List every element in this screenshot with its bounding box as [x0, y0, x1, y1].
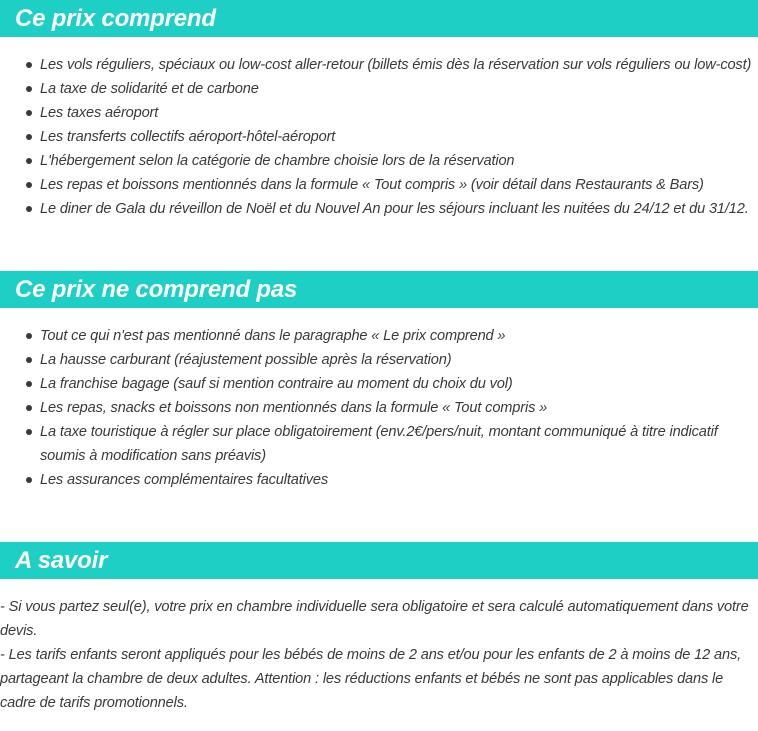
- list-item: [0, 173, 758, 197]
- bullet-icon: [26, 405, 32, 411]
- list-item: [0, 396, 740, 420]
- section-header-not-included: [0, 271, 758, 308]
- list-item: [0, 149, 758, 173]
- bullet-icon: [26, 357, 32, 363]
- list-item-text: La hausse carburant (réajustement possible après la réservation): [40, 352, 452, 368]
- section-title: A savoir: [15, 546, 108, 574]
- bullet-icon: [26, 62, 32, 68]
- list-item: [0, 197, 758, 221]
- bullet-icon: [26, 381, 32, 387]
- section-title: Ce prix comprend: [15, 4, 216, 32]
- list-item-text: L'hébergement selon la catégorie de chambre choisie lors de la réservation: [40, 153, 515, 169]
- list-item: [0, 372, 740, 396]
- bullet-icon: [26, 182, 32, 188]
- bullet-icon: [26, 333, 32, 339]
- list-item-text: La franchise bagage (sauf si mention contraire au moment du choix du vol): [40, 376, 513, 392]
- list-item: [0, 348, 740, 372]
- bullet-icon: [26, 206, 32, 212]
- section-header-a-savoir: [0, 542, 758, 579]
- info-paragraph: - Les tarifs enfants seront appliqués pour les bébés de moins de 2 ans et/ou pour les enfants de 2 à moins de 12 ans, partageant la chambre de deux adultes. Attention : les réductions enfants et bébés ne sont pas applicables dans le cadre de tarifs promotionnels.: [0, 647, 741, 711]
- list-item-text: Le diner de Gala du réveillon de Noël et du Nouvel An pour les séjours incluant les nuitées du 24/12 et du 31/12.: [40, 201, 749, 217]
- list-item: [0, 420, 740, 468]
- included-list: [0, 53, 758, 221]
- section-title: Ce prix ne comprend pas: [15, 275, 298, 303]
- bullet-icon: [26, 429, 32, 435]
- list-item-text: La taxe de solidarité et de carbone: [40, 81, 259, 97]
- list-item-text: Les repas et boissons mentionnés dans la formule « Tout compris » (voir détail dans Restaurants & Bars): [40, 177, 704, 193]
- list-item: [0, 101, 758, 125]
- a-savoir-text: [0, 595, 758, 715]
- list-item-text: Les transferts collectifs aéroport-hôtel-aéroport: [40, 129, 336, 145]
- list-item: [0, 125, 758, 149]
- bullet-icon: [26, 134, 32, 140]
- bullet-icon: [26, 86, 32, 92]
- list-item: [0, 77, 758, 101]
- not-included-list: [0, 324, 740, 492]
- list-item-text: Les repas, snacks et boissons non mentionnés dans la formule « Tout compris »: [40, 400, 548, 416]
- list-item-text: Les vols réguliers, spéciaux ou low-cost aller-retour (billets émis dès la réservation sur vols réguliers ou low-cost): [40, 57, 752, 73]
- bullet-icon: [26, 477, 32, 483]
- list-item-text: Tout ce qui n'est pas mentionné dans le paragraphe « Le prix comprend »: [40, 328, 506, 344]
- section-header-included: [0, 0, 758, 37]
- list-item: [0, 53, 758, 77]
- bullet-icon: [26, 158, 32, 164]
- bullet-icon: [26, 110, 32, 116]
- list-item: [0, 324, 740, 348]
- list-item-text: Les taxes aéroport: [40, 105, 159, 121]
- list-item: [0, 468, 740, 492]
- list-item-text: Les assurances complémentaires facultatives: [40, 472, 328, 488]
- info-paragraph: - Si vous partez seul(e), votre prix en chambre individuelle sera obligatoire et sera calculé automatiquement dans votre devis.: [0, 599, 749, 639]
- list-item-text: La taxe touristique à régler sur place obligatoirement (env.2€/pers/nuit, montant communiqué à titre indicatif soumis à modification sans préavis): [40, 424, 718, 464]
